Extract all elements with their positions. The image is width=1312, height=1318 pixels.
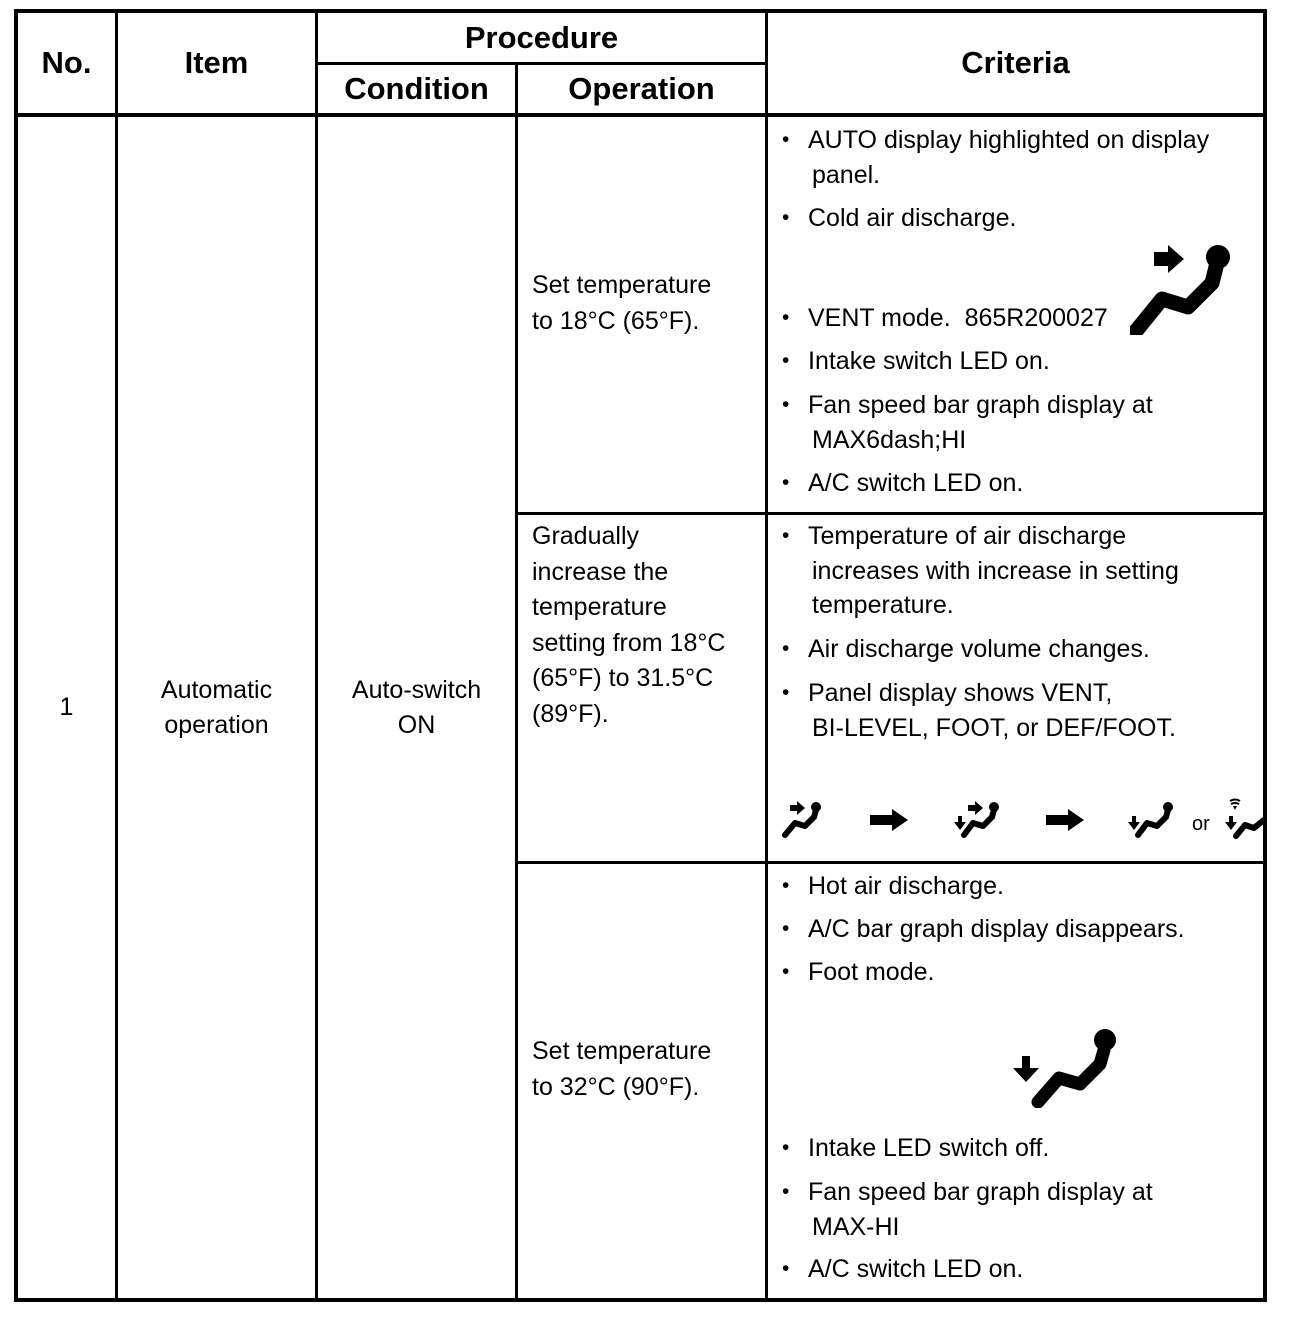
operation-1	[532, 268, 762, 339]
operation-line: Set temperature	[532, 1037, 712, 1065]
criteria-text	[808, 301, 1108, 336]
bullet-dot: •	[782, 349, 790, 372]
operation-line: to 32°C (90°F).	[532, 1072, 700, 1101]
vent-mode-icon	[1130, 243, 1235, 335]
row-condition-line: ON	[397, 710, 436, 739]
criteria-text	[808, 1175, 1153, 1244]
column-divider	[515, 64, 518, 1302]
column-divider	[765, 9, 768, 1302]
bullet-dot: •	[782, 206, 790, 229]
bullet-dot: •	[782, 1180, 790, 1203]
criteria-text: A/C switch LED on.	[808, 469, 1024, 497]
operation-line: Gradually	[532, 522, 639, 550]
criteria-line: Fan speed bar graph display at	[808, 391, 1153, 419]
bi-level-mode-icon	[954, 800, 1002, 838]
header-operation: Operation	[568, 71, 715, 106]
criteria-line: MAX6dash;HI	[812, 425, 967, 454]
bullet-dot: •	[782, 917, 790, 940]
bullet-dot: •	[782, 1257, 790, 1280]
criteria-line: increases with increase in setting	[812, 556, 1179, 585]
criteria-text: Foot mode.	[808, 958, 935, 986]
row-item-line: Automatic	[160, 675, 273, 704]
header-procedure: Procedure	[464, 19, 619, 55]
criteria-text: Cold air discharge.	[808, 204, 1017, 232]
right-arrow-icon	[1044, 808, 1086, 832]
criteria-text: Intake LED switch off.	[808, 1134, 1050, 1162]
foot-mode-icon	[1128, 800, 1176, 838]
header-condition: Condition	[344, 71, 489, 106]
row-number: 1	[59, 693, 74, 721]
operation-line: setting from 18°C	[532, 628, 726, 657]
operation-3	[532, 1034, 762, 1105]
bullet-dot: •	[782, 681, 790, 704]
row-divider	[516, 512, 1267, 515]
criteria-text: A/C bar graph display disappears.	[808, 915, 1185, 943]
criteria-text: Hot air discharge.	[808, 872, 1004, 900]
criteria-text	[808, 519, 1179, 623]
foot-mode-icon	[1012, 1026, 1120, 1108]
bullet-dot: •	[782, 306, 790, 329]
bullet-dot: •	[782, 1136, 790, 1159]
criteria-line: temperature.	[812, 591, 954, 619]
criteria-line: MAX-HI	[812, 1212, 900, 1241]
def-foot-mode-icon	[1224, 798, 1264, 840]
row-condition	[318, 117, 515, 1298]
row-item-line: operation	[164, 710, 269, 739]
bullet-dot: •	[782, 960, 790, 983]
right-arrow-icon	[868, 808, 910, 832]
criteria-text: Air discharge volume changes.	[808, 635, 1150, 663]
bullet-dot: •	[782, 128, 790, 151]
header-item: Item	[184, 45, 249, 80]
operation-line: (89°F).	[532, 699, 609, 728]
bullet-dot: •	[782, 637, 790, 660]
operation-line: increase the	[532, 557, 669, 586]
row-divider	[516, 861, 1267, 864]
criteria-line: panel.	[812, 160, 881, 189]
bullet-dot: •	[782, 471, 790, 494]
row-item	[118, 117, 315, 1298]
operation-line: Set temperature	[532, 271, 712, 299]
criteria-text: A/C switch LED on.	[808, 1255, 1024, 1283]
criteria-line: BI-LEVEL, FOOT, or DEF/FOOT.	[812, 713, 1176, 742]
criteria-line: Fan speed bar graph display at	[808, 1178, 1153, 1206]
operation-line: to 18°C (65°F).	[532, 306, 700, 335]
header-criteria: Criteria	[961, 45, 1070, 80]
bullet-dot: •	[782, 524, 790, 547]
operation-line: temperature	[532, 593, 667, 621]
row-condition-line: Auto-switch	[351, 675, 482, 704]
bullet-dot: •	[782, 393, 790, 416]
criteria-line: Temperature of air discharge	[808, 522, 1127, 550]
criteria-text: Intake switch LED on.	[808, 347, 1050, 375]
operation-line: (65°F) to 31.5°C	[532, 664, 714, 692]
or-label: or	[1192, 813, 1210, 835]
criteria-line: AUTO display highlighted on display	[808, 126, 1210, 154]
criteria-text	[808, 123, 1209, 192]
operation-2	[532, 519, 762, 732]
bullet-dot: •	[782, 874, 790, 897]
header-no: No.	[41, 45, 92, 80]
criteria-text	[808, 676, 1176, 745]
criteria-line: Panel display shows VENT,	[808, 679, 1113, 707]
figure-code: 865R200027	[964, 304, 1108, 332]
criteria-line: VENT mode.	[808, 304, 951, 332]
vent-mode-icon	[782, 800, 824, 838]
criteria-text	[808, 388, 1153, 457]
